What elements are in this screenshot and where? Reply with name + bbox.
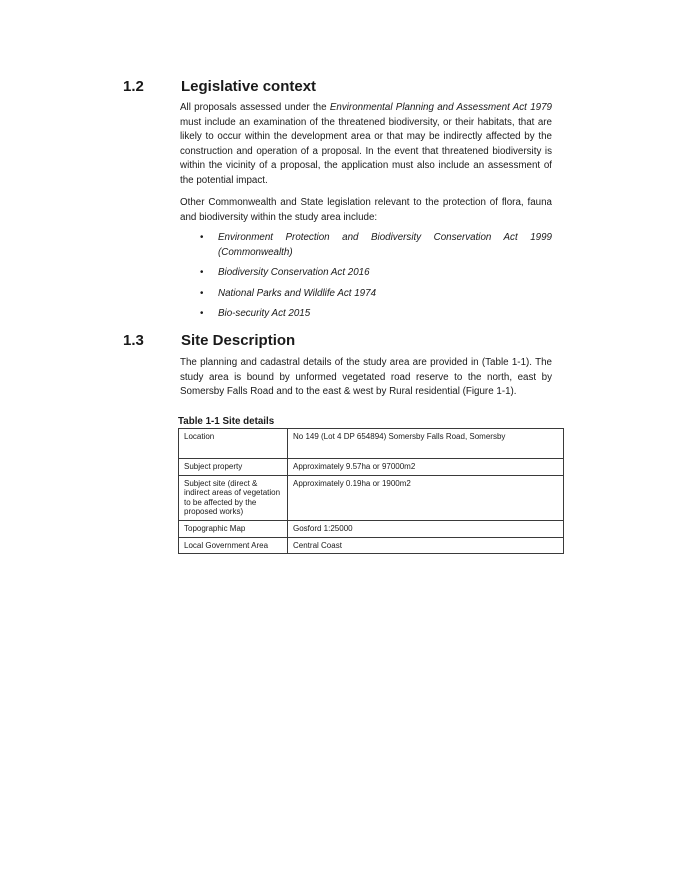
site-details-table	[178, 428, 564, 554]
paragraph-legislative-2: Other Commonwealth and State legislation relevant to the protection of flora, fauna and biodiversity within the study area include:	[180, 197, 552, 223]
bullet-icon: •	[200, 267, 204, 279]
act-name: Environmental Planning and Assessment Act 1979	[329, 102, 552, 113]
table-cell-value: Gosford 1:25000	[288, 520, 564, 537]
list-item: • National Parks and Wildlife Act 1974	[180, 287, 552, 302]
table-cell-label: Location	[179, 429, 288, 459]
list-item: • Environment Protection and Biodiversity Conservation Act 1999 (Commonwealth)	[200, 232, 552, 258]
table-cell-value: Central Coast	[288, 537, 564, 554]
table-row	[179, 520, 564, 537]
section-title: Legislative context	[181, 78, 317, 95]
table-caption: Table 1-1 Site details	[178, 416, 275, 427]
table-cell-label: Local Government Area	[179, 537, 288, 554]
table-cell-value: No 149 (Lot 4 DP 654894) Somersby Falls Road, Somersby	[288, 429, 564, 459]
section-title: Site Description	[181, 332, 296, 349]
legislation-list	[180, 231, 552, 328]
table-row	[179, 459, 564, 476]
bullet-icon: •	[200, 308, 204, 320]
bullet-icon: •	[200, 287, 204, 299]
table-row	[179, 537, 564, 554]
bullet-icon: •	[200, 232, 204, 243]
list-item: • Biodiversity Conservation Act 2016	[180, 266, 552, 281]
table-row	[179, 475, 564, 520]
table-cell-value: Approximately 9.57ha or 97000m2	[288, 459, 564, 476]
table-row	[179, 429, 564, 459]
list-item: • Bio-security Act 2015	[180, 307, 552, 322]
table-cell-label: Subject site (direct & indirect areas of vegetation to be affected by the proposed works)	[179, 475, 288, 520]
table-cell-value: Approximately 0.19ha or 1900m2	[288, 475, 564, 520]
paragraph-site-description: The planning and cadastral details of the study area are provided in (Table 1-1). The study area is bound by unformed vegetated road reserve to the north, east by Somersby Falls Road and to the east & west by Rural residential (Figure 1-1).	[180, 357, 552, 398]
section-number: 1.2	[123, 78, 144, 95]
table-cell-label: Topographic Map	[179, 520, 288, 537]
table-cell-label: Subject property	[179, 459, 288, 476]
section-number: 1.3	[123, 332, 144, 349]
paragraph-legislative-1: All proposals assessed under the Environmental Planning and Assessment Act 1979 must include an examination of the threatened biodiversity, or their habitats, that are likely to occur within the development area or that may be indirectly affected by the construction and operation of a proposal. In the event that threatened biodiversity is within the vicinity of a proposal, the application must also include an assessment of the potential impact.	[180, 102, 552, 186]
